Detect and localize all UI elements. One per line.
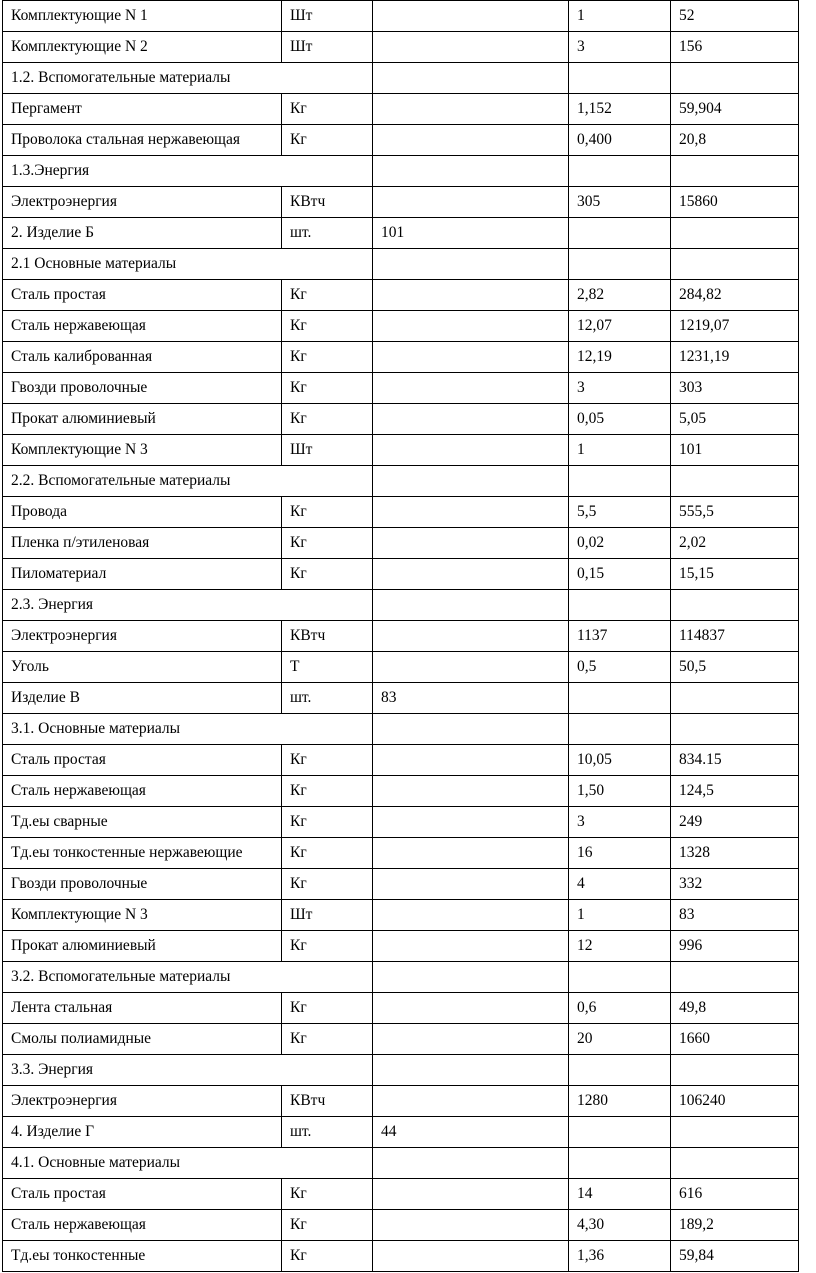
unit-cell: Кг: [282, 373, 373, 404]
total-cell: 555,5: [671, 497, 799, 528]
norm-cell: 3: [569, 32, 671, 63]
norm-cell: 1: [569, 900, 671, 931]
qty-cell: [373, 993, 569, 1024]
qty-cell: [373, 280, 569, 311]
total-cell: [671, 683, 799, 714]
total-cell: 332: [671, 869, 799, 900]
total-cell: 303: [671, 373, 799, 404]
norm-cell: 1137: [569, 621, 671, 652]
unit-cell: Шт: [282, 435, 373, 466]
name-cell: Сталь нержавеющая: [3, 776, 282, 807]
table-row: [3, 1179, 799, 1210]
table-row: [3, 373, 799, 404]
name-cell: Лента стальная: [3, 993, 282, 1024]
norm-cell: 3: [569, 373, 671, 404]
section-title-cell: 2.1 Основные материалы: [3, 249, 373, 280]
unit-cell: Кг: [282, 993, 373, 1024]
unit-cell: Кг: [282, 1179, 373, 1210]
qty-cell: [373, 435, 569, 466]
norm-cell: 1,50: [569, 776, 671, 807]
total-cell: [671, 1117, 799, 1148]
norm-cell: 2,82: [569, 280, 671, 311]
table-row: [3, 187, 799, 218]
qty-cell: [373, 1055, 569, 1086]
qty-cell: [373, 1241, 569, 1272]
section-title-cell: 3.1. Основные материалы: [3, 714, 373, 745]
name-cell: Уголь: [3, 652, 282, 683]
qty-cell: [373, 652, 569, 683]
total-cell: 114837: [671, 621, 799, 652]
table-row: [3, 993, 799, 1024]
section-title-cell: 4.1. Основные материалы: [3, 1148, 373, 1179]
section-header-row: [3, 1055, 799, 1086]
section-header-row: [3, 466, 799, 497]
unit-cell: Кг: [282, 342, 373, 373]
table-row: [3, 838, 799, 869]
total-cell: 124,5: [671, 776, 799, 807]
unit-cell: Кг: [282, 838, 373, 869]
norm-cell: [569, 962, 671, 993]
section-title-cell: 2.2. Вспомогательные материалы: [3, 466, 373, 497]
name-cell: Тд.еы тонкостенные нержавеющие: [3, 838, 282, 869]
norm-cell: [569, 466, 671, 497]
unit-cell: Кг: [282, 528, 373, 559]
total-cell: 5,05: [671, 404, 799, 435]
qty-cell: [373, 497, 569, 528]
section-header-row: [3, 714, 799, 745]
table-row: [3, 342, 799, 373]
norm-cell: 14: [569, 1179, 671, 1210]
name-cell: Пергамент: [3, 94, 282, 125]
unit-cell: Кг: [282, 404, 373, 435]
norm-cell: [569, 590, 671, 621]
name-cell: Тд.еы тонкостенные: [3, 1241, 282, 1272]
table-row: [3, 621, 799, 652]
table-row: [3, 404, 799, 435]
table-row: [3, 745, 799, 776]
name-cell: Проволока стальная нержавеющая: [3, 125, 282, 156]
qty-cell: [373, 466, 569, 497]
qty-cell: [373, 1148, 569, 1179]
norm-cell: 0,02: [569, 528, 671, 559]
norm-cell: 4: [569, 869, 671, 900]
norm-cell: [569, 218, 671, 249]
unit-cell: шт.: [282, 1117, 373, 1148]
norm-cell: 305: [569, 187, 671, 218]
materials-table: [2, 0, 799, 1272]
table-row: [3, 435, 799, 466]
norm-cell: [569, 683, 671, 714]
name-cell: Пиломатериал: [3, 559, 282, 590]
table-row: [3, 1241, 799, 1272]
name-cell: Комплектующие N 3: [3, 900, 282, 931]
norm-cell: 0,5: [569, 652, 671, 683]
norm-cell: 1280: [569, 1086, 671, 1117]
table-row: [3, 1, 799, 32]
unit-cell: Кг: [282, 497, 373, 528]
name-cell: Провода: [3, 497, 282, 528]
unit-cell: Кг: [282, 807, 373, 838]
qty-cell: [373, 590, 569, 621]
document-page: [2, 0, 799, 1272]
norm-cell: 4,30: [569, 1210, 671, 1241]
section-header-row: [3, 590, 799, 621]
qty-cell: [373, 249, 569, 280]
norm-cell: 10,05: [569, 745, 671, 776]
qty-cell: [373, 776, 569, 807]
total-cell: [671, 1055, 799, 1086]
norm-cell: 1,36: [569, 1241, 671, 1272]
name-cell: Сталь нержавеющая: [3, 311, 282, 342]
total-cell: 1328: [671, 838, 799, 869]
name-cell: Изделие В: [3, 683, 282, 714]
total-cell: [671, 962, 799, 993]
total-cell: [671, 218, 799, 249]
name-cell: Комплектующие N 2: [3, 32, 282, 63]
unit-cell: КВтч: [282, 621, 373, 652]
qty-cell: [373, 1, 569, 32]
qty-cell: [373, 931, 569, 962]
total-cell: 59,84: [671, 1241, 799, 1272]
table-row: [3, 683, 799, 714]
total-cell: 834.15: [671, 745, 799, 776]
name-cell: Сталь простая: [3, 1179, 282, 1210]
table-row: [3, 311, 799, 342]
qty-cell: [373, 900, 569, 931]
section-title-cell: 3.3. Энергия: [3, 1055, 373, 1086]
table-row: [3, 807, 799, 838]
norm-cell: 0,15: [569, 559, 671, 590]
section-header-row: [3, 156, 799, 187]
name-cell: Сталь простая: [3, 745, 282, 776]
qty-cell: [373, 373, 569, 404]
norm-cell: 1,152: [569, 94, 671, 125]
section-header-row: [3, 1148, 799, 1179]
norm-cell: 16: [569, 838, 671, 869]
unit-cell: Кг: [282, 931, 373, 962]
unit-cell: КВтч: [282, 187, 373, 218]
qty-cell: [373, 187, 569, 218]
table-row: [3, 1024, 799, 1055]
total-cell: [671, 249, 799, 280]
name-cell: Электроэнергия: [3, 1086, 282, 1117]
qty-cell: [373, 621, 569, 652]
total-cell: 2,02: [671, 528, 799, 559]
name-cell: Электроэнергия: [3, 187, 282, 218]
unit-cell: Кг: [282, 1024, 373, 1055]
norm-cell: [569, 1148, 671, 1179]
qty-cell: [373, 745, 569, 776]
norm-cell: 3: [569, 807, 671, 838]
qty-cell: [373, 838, 569, 869]
total-cell: 156: [671, 32, 799, 63]
total-cell: [671, 156, 799, 187]
norm-cell: [569, 156, 671, 187]
unit-cell: Шт: [282, 1, 373, 32]
table-row: [3, 280, 799, 311]
qty-cell: [373, 125, 569, 156]
unit-cell: Кг: [282, 125, 373, 156]
section-title-cell: 3.2. Вспомогательные материалы: [3, 962, 373, 993]
norm-cell: 12,07: [569, 311, 671, 342]
qty-cell: [373, 559, 569, 590]
materials-table-body: [3, 1, 799, 1272]
name-cell: Сталь простая: [3, 280, 282, 311]
unit-cell: Шт: [282, 32, 373, 63]
total-cell: 106240: [671, 1086, 799, 1117]
qty-cell: [373, 156, 569, 187]
section-header-row: [3, 962, 799, 993]
qty-cell: [373, 962, 569, 993]
total-cell: 189,2: [671, 1210, 799, 1241]
norm-cell: [569, 1055, 671, 1086]
qty-cell: 101: [373, 218, 569, 249]
table-row: [3, 900, 799, 931]
unit-cell: Кг: [282, 94, 373, 125]
unit-cell: Кг: [282, 280, 373, 311]
unit-cell: Кг: [282, 869, 373, 900]
total-cell: 20,8: [671, 125, 799, 156]
qty-cell: [373, 63, 569, 94]
qty-cell: [373, 94, 569, 125]
norm-cell: 5,5: [569, 497, 671, 528]
qty-cell: [373, 1179, 569, 1210]
norm-cell: [569, 714, 671, 745]
total-cell: 1231,19: [671, 342, 799, 373]
name-cell: Прокат алюминиевый: [3, 931, 282, 962]
total-cell: 249: [671, 807, 799, 838]
table-row: [3, 125, 799, 156]
norm-cell: 12: [569, 931, 671, 962]
qty-cell: [373, 342, 569, 373]
total-cell: 15,15: [671, 559, 799, 590]
unit-cell: Кг: [282, 559, 373, 590]
name-cell: 4. Изделие Г: [3, 1117, 282, 1148]
norm-cell: [569, 63, 671, 94]
qty-cell: [373, 528, 569, 559]
table-row: [3, 94, 799, 125]
name-cell: Гвозди проволочные: [3, 869, 282, 900]
section-header-row: [3, 63, 799, 94]
qty-cell: [373, 32, 569, 63]
total-cell: 15860: [671, 187, 799, 218]
name-cell: Сталь нержавеющая: [3, 1210, 282, 1241]
qty-cell: [373, 869, 569, 900]
unit-cell: Шт: [282, 900, 373, 931]
section-title-cell: 2.3. Энергия: [3, 590, 373, 621]
total-cell: 1660: [671, 1024, 799, 1055]
table-row: [3, 497, 799, 528]
total-cell: 59,904: [671, 94, 799, 125]
table-row: [3, 931, 799, 962]
table-row: [3, 32, 799, 63]
qty-cell: 44: [373, 1117, 569, 1148]
total-cell: [671, 1148, 799, 1179]
total-cell: [671, 714, 799, 745]
table-row: [3, 1117, 799, 1148]
total-cell: 616: [671, 1179, 799, 1210]
total-cell: 52: [671, 1, 799, 32]
section-header-row: [3, 249, 799, 280]
qty-cell: [373, 1024, 569, 1055]
qty-cell: [373, 714, 569, 745]
name-cell: Пленка п/этиленовая: [3, 528, 282, 559]
qty-cell: [373, 1086, 569, 1117]
qty-cell: [373, 404, 569, 435]
norm-cell: 0,6: [569, 993, 671, 1024]
norm-cell: 1: [569, 435, 671, 466]
total-cell: 284,82: [671, 280, 799, 311]
table-row: [3, 1210, 799, 1241]
qty-cell: [373, 1210, 569, 1241]
unit-cell: Кг: [282, 311, 373, 342]
name-cell: Комплектующие N 1: [3, 1, 282, 32]
qty-cell: [373, 807, 569, 838]
table-row: [3, 776, 799, 807]
total-cell: 50,5: [671, 652, 799, 683]
total-cell: 996: [671, 931, 799, 962]
table-row: [3, 559, 799, 590]
norm-cell: 1: [569, 1, 671, 32]
name-cell: Тд.еы сварные: [3, 807, 282, 838]
unit-cell: Кг: [282, 1210, 373, 1241]
name-cell: Прокат алюминиевый: [3, 404, 282, 435]
total-cell: 1219,07: [671, 311, 799, 342]
total-cell: [671, 590, 799, 621]
table-row: [3, 528, 799, 559]
norm-cell: [569, 1117, 671, 1148]
qty-cell: [373, 311, 569, 342]
table-row: [3, 1086, 799, 1117]
unit-cell: КВтч: [282, 1086, 373, 1117]
section-title-cell: 1.2. Вспомогательные материалы: [3, 63, 373, 94]
table-row: [3, 869, 799, 900]
table-row: [3, 652, 799, 683]
total-cell: 83: [671, 900, 799, 931]
name-cell: Электроэнергия: [3, 621, 282, 652]
table-row: [3, 218, 799, 249]
unit-cell: шт.: [282, 683, 373, 714]
total-cell: [671, 466, 799, 497]
norm-cell: 0,400: [569, 125, 671, 156]
name-cell: Сталь калиброванная: [3, 342, 282, 373]
norm-cell: [569, 249, 671, 280]
name-cell: Смолы полиамидные: [3, 1024, 282, 1055]
section-title-cell: 1.3.Энергия: [3, 156, 373, 187]
qty-cell: 83: [373, 683, 569, 714]
unit-cell: Кг: [282, 776, 373, 807]
total-cell: 49,8: [671, 993, 799, 1024]
norm-cell: 20: [569, 1024, 671, 1055]
name-cell: 2. Изделие Б: [3, 218, 282, 249]
unit-cell: Кг: [282, 1241, 373, 1272]
unit-cell: шт.: [282, 218, 373, 249]
name-cell: Комплектующие N 3: [3, 435, 282, 466]
norm-cell: 0,05: [569, 404, 671, 435]
norm-cell: 12,19: [569, 342, 671, 373]
total-cell: [671, 63, 799, 94]
name-cell: Гвозди проволочные: [3, 373, 282, 404]
total-cell: 101: [671, 435, 799, 466]
unit-cell: Т: [282, 652, 373, 683]
unit-cell: Кг: [282, 745, 373, 776]
